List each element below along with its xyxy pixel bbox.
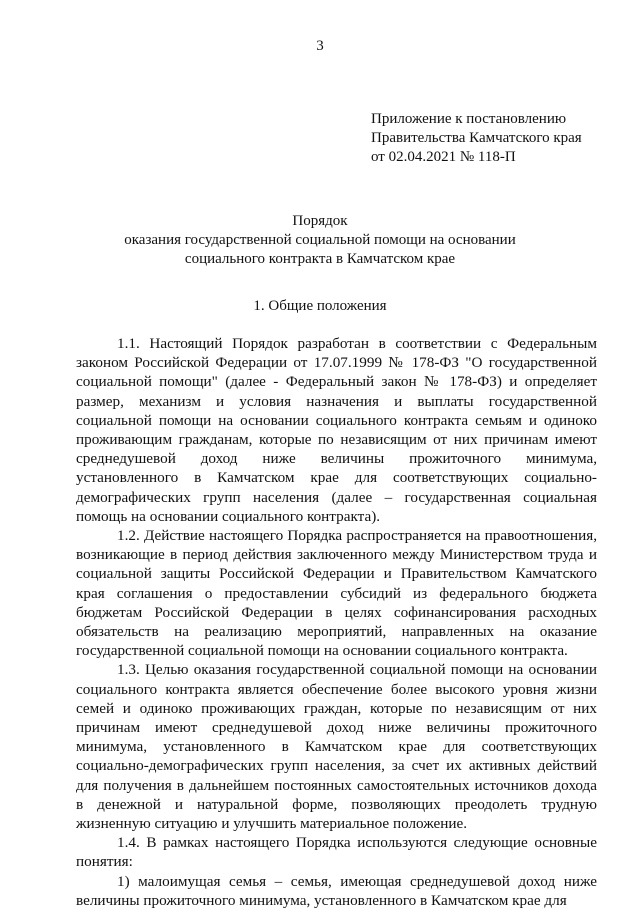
title-line: социального контракта в Камчатском крае [184, 251, 456, 267]
page-number: 3 [316, 38, 324, 54]
document-body [76, 334, 597, 910]
title-line: оказания государственной социальной помощи на основании [124, 232, 516, 248]
title-line: Порядок [292, 213, 348, 229]
paragraph: 1.3. Целью оказания государственной социальной помощи на основании социального контракта является обеспечение более высокого уровня жизни семей и одиноко проживающих граждан, которые по независящим от них причинам имеют среднедушевой доход ниже величины прожиточного минимума, установленного в Камчатском крае для соответствующих социально-демографических групп населения, за счет их активных действий для получения в дальнейшем постоянных самостоятельных источников дохода в денежной и натуральной форме, позволяющих преодолеть трудную жизненную ситуацию и улучшить материальное положение. [76, 661, 597, 833]
appendix-line: от 02.04.2021 № 118-П [371, 149, 516, 165]
appendix-note [371, 110, 582, 167]
paragraph: 1) малоимущая семья – семья, имеющая среднедушевой доход ниже величины прожиточного минимума, установленного в Камчатском крае для [76, 872, 597, 909]
section-heading: 1. Общие положения [253, 298, 387, 314]
appendix-line: Правительства Камчатского края [371, 130, 582, 146]
document-title [0, 212, 640, 269]
appendix-line: Приложение к постановлению [371, 111, 567, 127]
paragraph: 1.4. В рамках настоящего Порядка используются следующие основные понятия: [76, 834, 597, 871]
paragraph: 1.1. Настоящий Порядок разработан в соответствии с Федеральным законом Российской Федерации от 17.07.1999 № 178-ФЗ "О государственной социальной помощи" (далее - Федеральный закон № 178-ФЗ) и определяет размер, механизм и условия назначения и выплаты государственной социальной помощи на основании социального контракта семьям и одиноко проживающим гражданам, которые по независящим от них причинам имеют среднедушевой доход ниже величины прожиточного минимума, установленного в Камчатском крае для соответствующих социально-демографических групп населения (далее – государственная социальная помощь на основании социального контракта). [76, 335, 597, 525]
paragraph: 1.2. Действие настоящего Порядка распространяется на правоотношения, возникающие в период действия заключенного между Министерством труда и социальной защиты Российской Федерации и Правительством Камчатского края соглашения о предоставлении субсидий из федерального бюджета бюджетам Российской Федерации в целях софинансирования расходных обязательств на реализацию мероприятий, направленных на оказание государственной социальной помощи на основании социального контракта. [76, 527, 597, 660]
